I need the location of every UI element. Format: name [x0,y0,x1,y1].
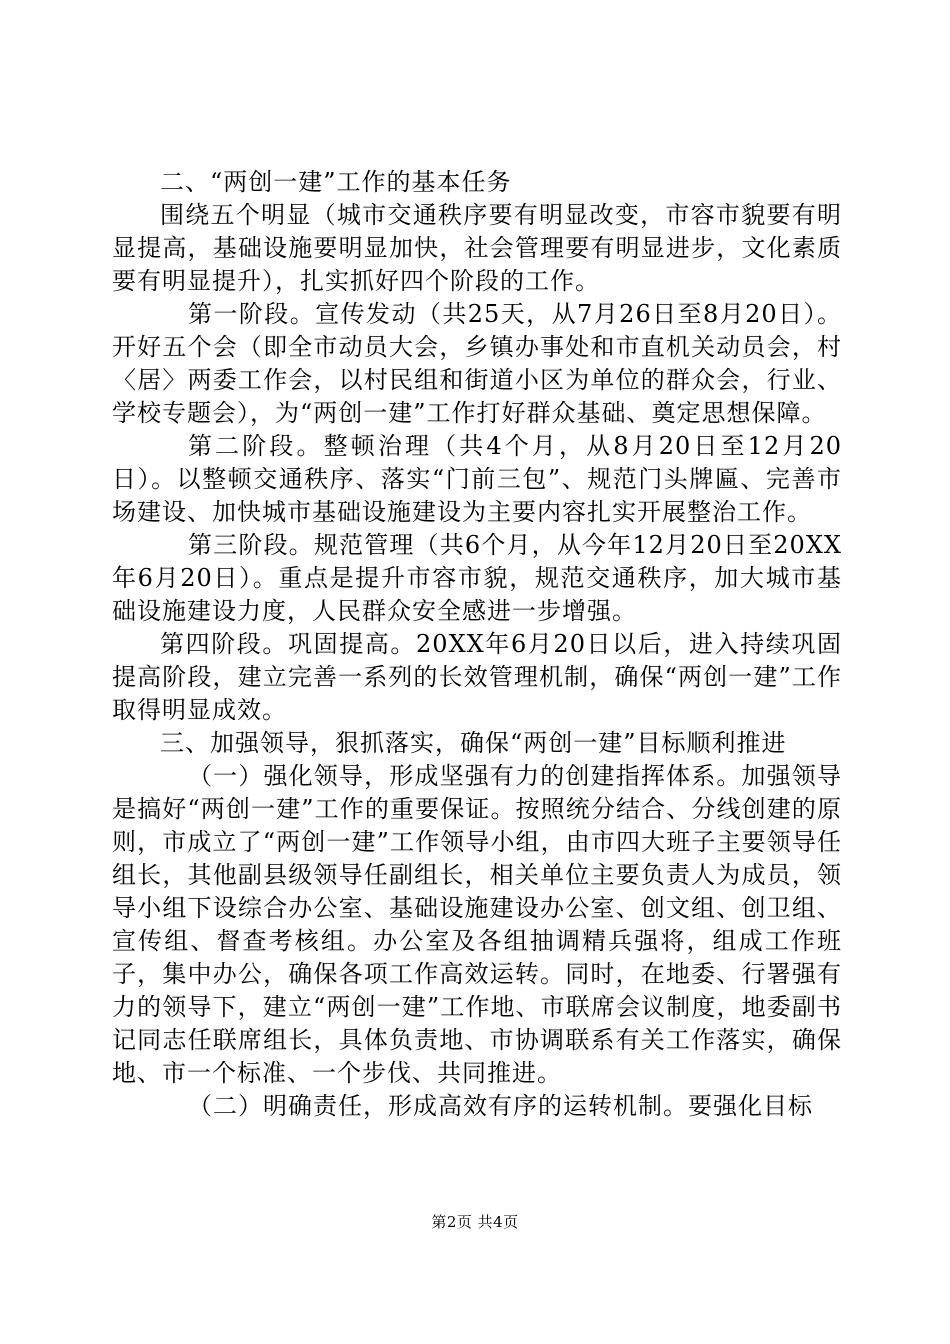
stage-paragraph: 第一阶段。宣传发动（共25天，从7月26日至8月20日）。开好五个会（即全市动员大会，乡镇办事处和市直机关动员会，村〈居〉两委工作会，以村民组和街道小区为单位的群众会，行业、学校专题会），为“两创一建”工作打好群众基础、奠定思想保障。 [112,300,842,427]
stage-paragraph: 第二阶段。整顿治理（共4个月，从8月20日至12月20日）。以整顿交通秩序、落实“门前三包”、规范门头牌匾、完善市场建设、加快城市基础设施建设为主要内容扎实开展整治工作。 [112,432,842,526]
section-heading: 三、加强领导，狠抓落实，确保“两创一建”目标顺利推进 [160,729,787,757]
body-paragraph: （一）强化领导，形成坚强有力的创建指挥体系。加强领导是搞好“两创一建”工作的重要保证。按照统分结合、分线创建的原则，市成立了“两创一建”工作领导小组，由市四大班子主要领导任组长，其他副县级领导任副组长，相关单位主要负责人为成员，领导小组下设综合办公室、基础设施建设办公室、创文组、创卫组、宣传组、督查考核组。办公室及各组抽调精兵强将，组成工作班子，集中办公，确保各项工作高效运转。同时，在地委、行署强有力的领导下，建立“两创一建”工作地、市联席会议制度，地委副书记同志任联席组长，具体负责地、市协调联系有关工作落实，确保地、市一个标准、一个步伐、共同推进。 [112,762,842,1087]
body-paragraph: 第四阶段。巩固提高。20XX年6月20日以后，进入持续巩固提高阶段，建立完善一系列的长效管理机制，确保“两创一建”工作取得明显成效。 [112,630,842,724]
section-heading: 二、“两创一建”工作的基本任务 [160,168,512,196]
page-number-footer: 第2页 共4页 [431,1213,519,1231]
body-paragraph: 围绕五个明显（城市交通秩序要有明显改变，市容市貌要有明显提高，基础设施要明显加快，社会管理要有明显进步，文化素质要有明显提升），扎实抓好四个阶段的工作。 [112,201,842,295]
body-paragraph: （二）明确责任，形成高效有序的运转机制。要强化目标 [188,1092,813,1120]
document-body [112,166,842,1123]
stage-paragraph: 第三阶段。规范管理（共6个月，从今年12月20日至20XX年6月20日）。重点是提升市容市貌，规范交通秩序，加大城市基础设施建设力度，人民群众安全感进一步增强。 [112,531,842,625]
